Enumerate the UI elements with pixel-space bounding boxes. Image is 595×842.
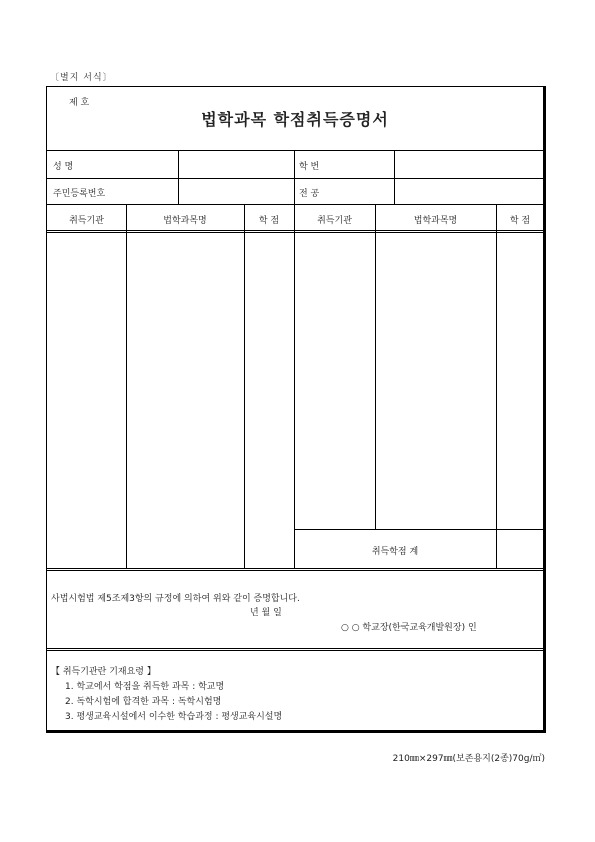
table-vline-5 (496, 204, 497, 568)
col-header-institution-right: 취득기관 (317, 216, 352, 226)
divider-guidelines-top-double (47, 650, 544, 651)
certificate-form (46, 86, 546, 733)
number-label: 제 호 (69, 98, 90, 108)
document-title: 법학과목 학점취득증명서 (201, 110, 389, 129)
student-id-label: 학 번 (299, 162, 320, 172)
divider-table-bottom-double (47, 570, 544, 571)
info-vline-1 (178, 150, 179, 204)
col-header-credits-right: 학 점 (509, 216, 531, 226)
divider-table-bottom (47, 568, 544, 569)
paper-spec-note: 210㎜×297㎜(보존용지(2종)70g/㎡) (392, 754, 545, 764)
table-vline-4 (375, 204, 376, 529)
divider-table-head-top (47, 230, 544, 231)
guideline-item: 1. 학교에서 학점을 취득한 과목 : 학교명 (65, 682, 225, 692)
total-credits-label: 취득학점 계 (371, 547, 419, 557)
major-label: 전 공 (299, 189, 320, 199)
col-header-subject-left: 법학과목명 (163, 216, 207, 226)
col-header-subject-right: 법학과목명 (413, 216, 458, 226)
date-line: 년 월 일 (250, 608, 282, 618)
form-tag: 〔별지 서식〕 (50, 73, 113, 83)
info-vline-2 (294, 150, 295, 204)
divider-info-1 (47, 178, 544, 179)
signature-line: ○ ○ 학교장(한국교육개발원장) 인 (341, 623, 477, 633)
table-vline-1 (126, 204, 127, 568)
divider-total-top (294, 529, 544, 530)
col-header-credits-left: 학 점 (258, 216, 280, 226)
divider-guidelines-top (47, 648, 544, 649)
certification-statement: 사법시험법 제5조제3항의 규정에 의하여 위와 같이 증명합니다. (51, 594, 300, 604)
divider-info-2 (47, 204, 544, 205)
guideline-item: 3. 평생교육시설에서 이수한 학습과정 : 평생교육시설명 (65, 712, 283, 722)
name-label: 성 명 (53, 162, 74, 172)
divider-extra60 (47, 232, 544, 233)
guideline-item: 2. 독학시험에 합격한 과목 : 독학시험명 (65, 697, 222, 707)
table-vline-2 (244, 204, 245, 568)
resident-no-label: 주민등록번호 (53, 189, 106, 199)
table-vline-3 (294, 204, 295, 568)
divider-header (47, 150, 544, 151)
guidelines-heading: 【 취득기관란 기재요령 】 (51, 667, 156, 677)
info-vline-3 (394, 150, 395, 204)
col-header-institution-left: 취득기관 (69, 216, 104, 226)
